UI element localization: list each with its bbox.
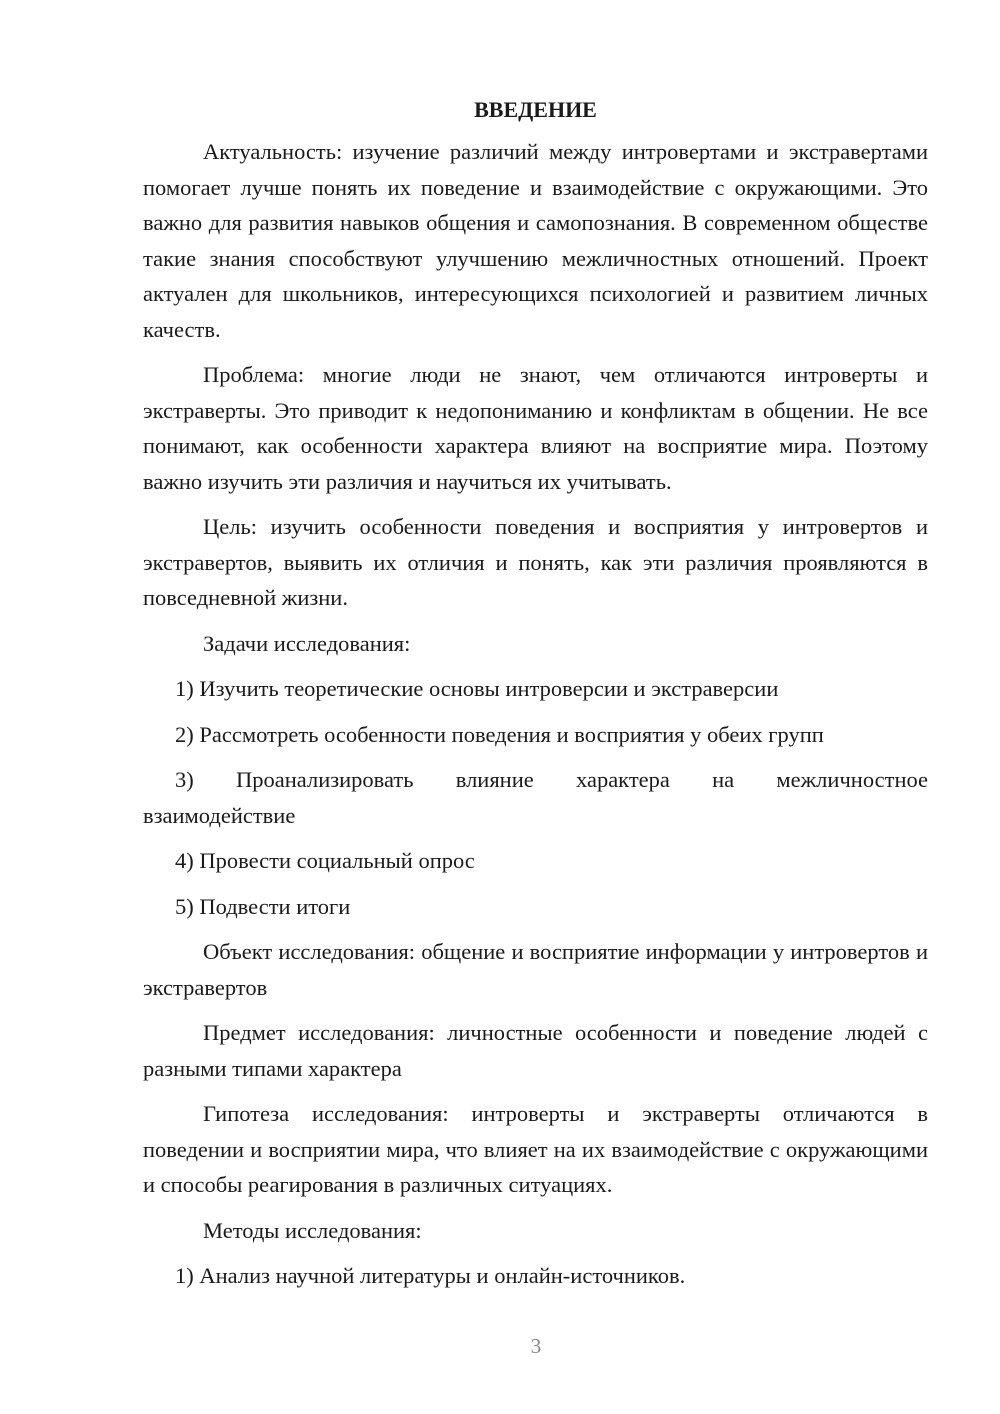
task-item: 1) Изучить теоретические основы интроверсии и экстраверсии [175, 676, 779, 701]
relevance-paragraph: Актуальность: изучение различий между интровертами и экстравертами помогает лучше понять их поведение и взаимодействие с окружающими. Это важно для развития навыков общения и самопознания. В современном обществе такие знания способствуют улучшению межличностных отношений. Проект актуален для школьников, интересующихся психологией и развитием личных качеств. [143, 139, 928, 342]
methods-heading: Методы исследования: [203, 1217, 422, 1243]
task-item: 3) Проанализировать влияние характера на межличностное взаимодействие [143, 767, 928, 828]
object-paragraph: Объект исследования: общение и восприятие информации у интровертов и экстравертов [143, 939, 928, 1000]
document-page [143, 92, 928, 1304]
task-item: 5) Подвести итоги [175, 893, 351, 919]
task-item: 4) Провести социальный опрос [175, 848, 475, 873]
page-number: 3 [530, 1334, 542, 1358]
hypothesis-paragraph: Гипотеза исследования: интроверты и экстраверты отличаются в поведении и восприятии мира, что влияет на их взаимодействие с окружающими и способы реагирования в различных ситуациях. [143, 1101, 928, 1197]
subject-paragraph: Предмет исследования: личностные особенности и поведение людей с разными типами характера [143, 1020, 928, 1081]
method-item: 1) Анализ научной литературы и онлайн-источников. [175, 1263, 686, 1288]
page-title: ВВЕДЕНИЕ [474, 97, 597, 122]
task-item: 2) Рассмотреть особенности поведения и восприятия у обеих групп [175, 721, 824, 747]
tasks-heading: Задачи исследования: [203, 630, 411, 656]
problem-paragraph: Проблема: многие люди не знают, чем отличаются интроверты и экстраверты. Это приводит к недопониманию и конфликтам в общении. Не все понимают, как особенности характера влияют на восприятие мира. Поэтому важно изучить эти различия и научиться их учитывать. [143, 362, 928, 494]
goal-paragraph: Цель: изучить особенности поведения и восприятия у интровертов и экстравертов, выявить их отличия и понять, как эти различия проявляются в повседневной жизни. [143, 514, 928, 610]
